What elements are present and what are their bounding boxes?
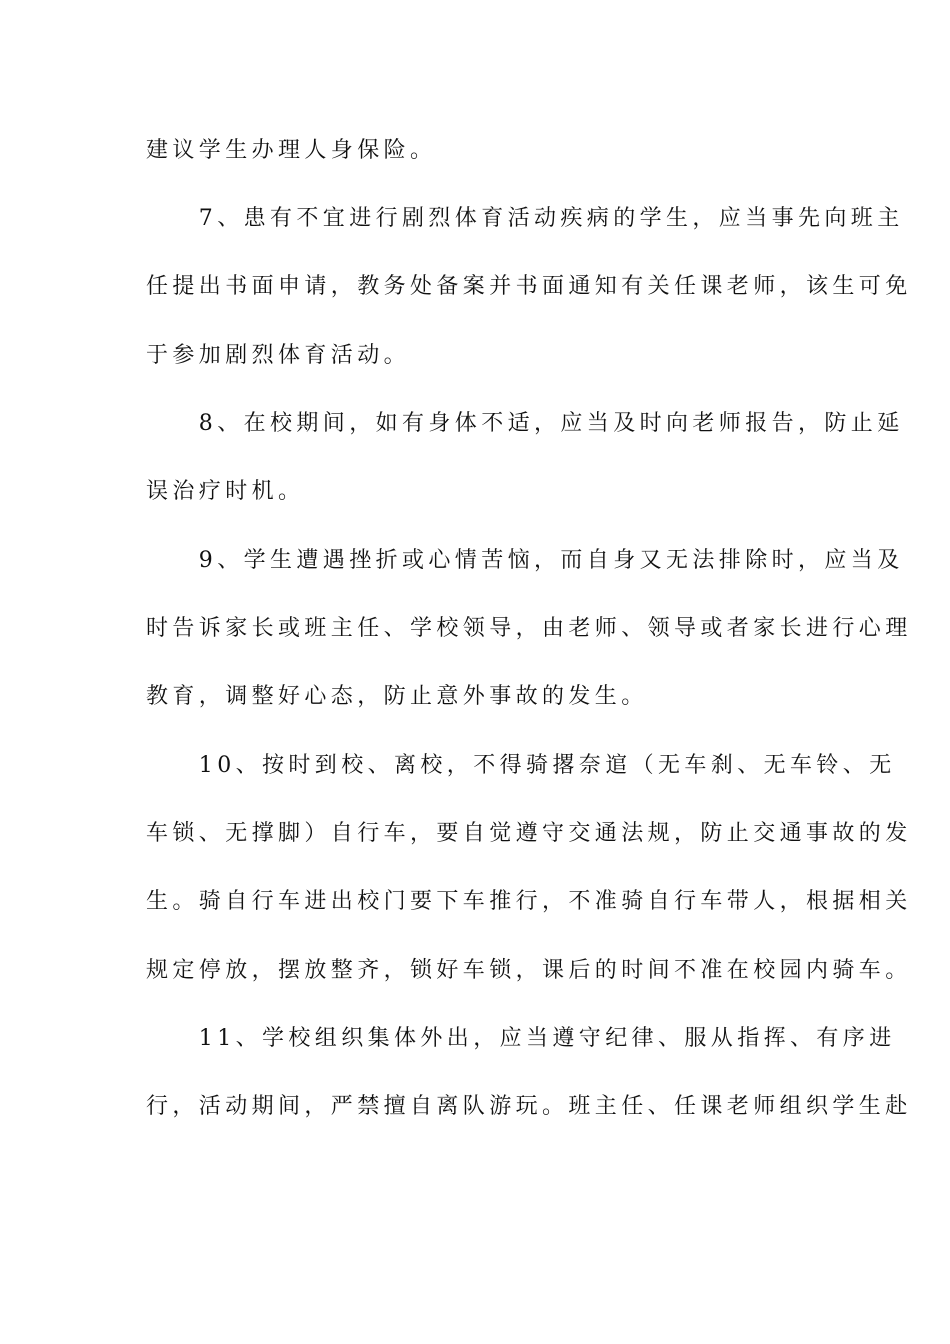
text-line: 任提出书面申请，教务处备案并书面通知有关任课老师，该生可免 xyxy=(146,274,912,299)
text-line: 8、在校期间，如有身体不适，应当及时向老师报告，防止延 xyxy=(146,411,904,436)
text-line: 规定停放，摆放整齐，锁好车锁，课后的时间不准在校园内骑车。 xyxy=(146,958,912,983)
text-line: 7、患有不宜进行剧烈体育活动疾病的学生，应当事先向班主 xyxy=(146,206,904,231)
text-line: 教育，调整好心态，防止意外事故的发生。 xyxy=(146,684,648,709)
text-line: 行，活动期间，严禁擅自离队游玩。班主任、任课老师组织学生赴 xyxy=(146,1094,912,1119)
text-line: 时告诉家长或班主任、学校领导，由老师、领导或者家长进行心理 xyxy=(146,616,912,641)
text-line: 于参加剧烈体育活动。 xyxy=(146,343,411,368)
text-line: 误治疗时机。 xyxy=(146,479,305,504)
text-line: 11、学校组织集体外出，应当遵守纪律、服从指挥、有序进 xyxy=(146,1026,896,1051)
text-line: 车锁、无撑脚）自行车，要自觉遵守交通法规，防止交通事故的发 xyxy=(146,821,912,846)
text-line: 9、学生遭遇挫折或心情苦恼，而自身又无法排除时，应当及 xyxy=(146,548,904,573)
text-line: 生。骑自行车进出校门要下车推行，不准骑自行车带人，根据相关 xyxy=(146,889,912,914)
text-line: 10、按时到校、离校，不得骑撂奈逭（无车刹、无车铃、无 xyxy=(146,753,896,778)
text-line: 建议学生办理人身保险。 xyxy=(146,138,437,163)
